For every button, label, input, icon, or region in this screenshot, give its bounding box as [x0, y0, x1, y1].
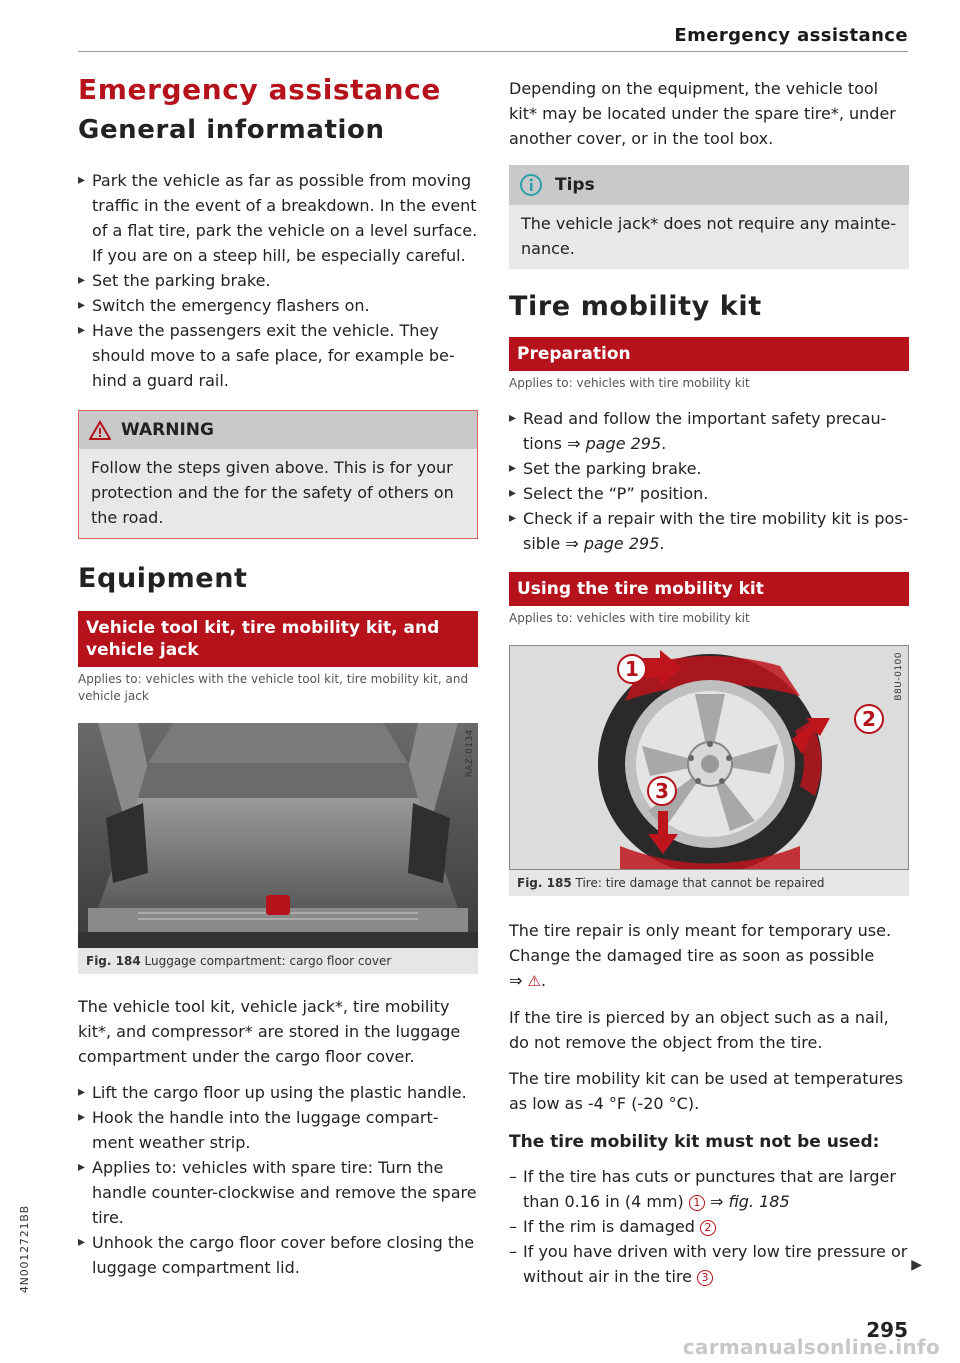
- tips-text: The vehicle jack* does not require any mainte-nance.: [521, 214, 897, 258]
- low-pressure-text: If you have driven with very low tire pressure or without air in the tire: [523, 1242, 908, 1286]
- section-title: Emergency assistance: [78, 73, 441, 106]
- tips-title: Tips: [555, 175, 595, 195]
- dash-rim: [509, 1214, 909, 1239]
- fig184-caption-text: Luggage compartment: cargo floor cover: [144, 954, 392, 968]
- warning-text: Follow the steps given above. This is for your protection and the for the safety of others on the road.: [91, 458, 454, 527]
- tool-kit-section-bar: Vehicle tool kit, tire mobility kit, and vehicle jack: [78, 611, 478, 667]
- bullet-parking-brake: ▸ Set the parking brake.: [78, 268, 478, 293]
- info-icon: [519, 173, 543, 197]
- dash-cuts: [509, 1164, 909, 1214]
- warning-icon: [89, 420, 111, 440]
- cuts-text: If the tire has cuts or punctures that are larger than 0.16 in (4 mm): [523, 1167, 896, 1211]
- header-rule: [78, 51, 908, 52]
- tool-kit-location-paragraph: Depending on the equipment, the vehicle tool kit* may be located under the spare tire*, under another cover, or in the tool box.: [509, 79, 896, 148]
- page-ref-arrow-icon: ⇒: [709, 1192, 724, 1211]
- temporary-use-text: The tire repair is only meant for temporary use. Change the damaged tire as soon as possible: [509, 921, 892, 965]
- precautions-text: Read and follow the important safety precau-tions: [523, 409, 887, 453]
- bullet-safety-precautions: [509, 406, 909, 456]
- fig184-code: RAZ-0134: [465, 729, 475, 778]
- fig-ref-link[interactable]: fig. 185: [728, 1192, 790, 1211]
- bullet-spare-tire: ▸ Applies to: vehicles with spare tire: Turn the handle counter-clockwise and remove the spare tire.: [78, 1155, 478, 1230]
- fig185-caption-text: Tire: tire damage that cannot be repaired: [575, 876, 825, 890]
- document-code: 4N0012721BB: [18, 1204, 31, 1293]
- callout-ref-1: 1: [689, 1195, 705, 1211]
- page-ref-arrow-icon: ⇒: [567, 434, 581, 453]
- rim-text: If the rim is damaged: [523, 1217, 700, 1236]
- bullet-select-p: ▸ Select the “P” position.: [509, 481, 909, 506]
- temperatures-paragraph: The tire mobility kit can be used at temperatures as low as -4 °F (-20 °C).: [509, 1069, 904, 1113]
- callout-3: 3: [647, 776, 677, 806]
- figure-184: [78, 723, 478, 974]
- callout-2: 2: [854, 704, 884, 734]
- equipment-heading: Equipment: [78, 563, 248, 594]
- figure-185: [509, 645, 909, 896]
- fig184-caption: [78, 948, 478, 974]
- watermark: carmanualsonline.info: [682, 1335, 940, 1359]
- right-column: [509, 76, 909, 1289]
- fig185-code: B8U-0100: [894, 652, 904, 701]
- page-number: 295: [866, 1318, 908, 1342]
- page-ref-arrow-icon: ⇒: [509, 971, 523, 990]
- luggage-illustration: [78, 723, 478, 948]
- pierced-paragraph: If the tire is pierced by an object such as a nail, do not remove the object from the tire.: [509, 1008, 889, 1052]
- temporary-use-paragraph: The tire repair is only meant for temporary use. Change the damaged tire as soon as possible ⇒ ⚠.: [509, 918, 909, 994]
- tool-kit-applies: Applies to: vehicles with the vehicle tool kit, tire mobility kit, and vehicle jack: [78, 672, 469, 703]
- warning-box: [78, 410, 478, 539]
- using-kit-applies: Applies to: vehicles with tire mobility kit: [509, 611, 750, 625]
- warning-title: WARNING: [121, 420, 214, 440]
- bullet-hook-handle: ▸ Hook the handle into the luggage compart-ment weather strip.: [78, 1105, 478, 1155]
- warning-header: [79, 411, 477, 449]
- continue-arrow-icon: ▶: [911, 1257, 922, 1273]
- page-ref-link[interactable]: page 295: [585, 434, 662, 453]
- left-column: [78, 70, 478, 1280]
- callout-ref-2: 2: [700, 1220, 716, 1236]
- fig185-number: Fig. 185: [517, 876, 572, 890]
- bullet-unhook-cover: ▸ Unhook the cargo floor cover before closing the luggage compartment lid.: [78, 1230, 478, 1280]
- callout-ref-3: 3: [697, 1270, 713, 1286]
- callout-1: 1: [617, 654, 647, 684]
- luggage-compartment-image: [78, 723, 478, 948]
- fig185-caption: [509, 870, 909, 896]
- preparation-applies: Applies to: vehicles with tire mobility kit: [509, 376, 750, 390]
- dash-low-pressure: [509, 1239, 909, 1289]
- general-information-heading: General information: [78, 115, 385, 145]
- bullet-park: ▸ Park the vehicle as far as possible from moving traffic in the event of a breakdown. In the event of a flat tire, park the vehicle on a level surface. If you are on a steep hill, be especially careful.: [78, 168, 478, 268]
- preparation-bar: Preparation: [509, 337, 909, 371]
- tire-mobility-kit-heading: Tire mobility kit: [509, 291, 762, 322]
- tire-damage-image: [510, 646, 908, 869]
- stored-paragraph: The vehicle tool kit, vehicle jack*, tire mobility kit*, and compressor* are stored in the luggage compartment under the cargo floor cover.: [78, 997, 461, 1066]
- fig184-number: Fig. 184: [86, 954, 141, 968]
- check-repair-text: Check if a repair with the tire mobility kit is pos-sible: [523, 509, 909, 553]
- warning-ref-icon[interactable]: ⚠: [527, 972, 541, 990]
- page-ref-link[interactable]: page 295: [583, 534, 660, 553]
- bullet-lift-floor: ▸ Lift the cargo floor up using the plastic handle.: [78, 1080, 478, 1105]
- bullet-flashers: ▸ Switch the emergency flashers on.: [78, 293, 478, 318]
- using-kit-bar: Using the tire mobility kit: [509, 572, 909, 606]
- tips-box: [509, 165, 909, 269]
- check-repair-end: .: [659, 534, 665, 553]
- running-header: Emergency assistance: [674, 25, 908, 46]
- precautions-end: .: [661, 434, 667, 453]
- page-ref-arrow-icon: ⇒: [565, 534, 579, 553]
- must-not-heading: The tire mobility kit must not be used:: [509, 1132, 880, 1152]
- tire-illustration: [509, 645, 909, 870]
- tips-header: [509, 165, 909, 205]
- bullet-passengers: ▸ Have the passengers exit the vehicle. They should move to a safe place, for example be-hind a guard rail.: [78, 318, 478, 393]
- bullet-set-parking-brake: ▸ Set the parking brake.: [509, 456, 909, 481]
- bullet-check-repair: [509, 506, 909, 556]
